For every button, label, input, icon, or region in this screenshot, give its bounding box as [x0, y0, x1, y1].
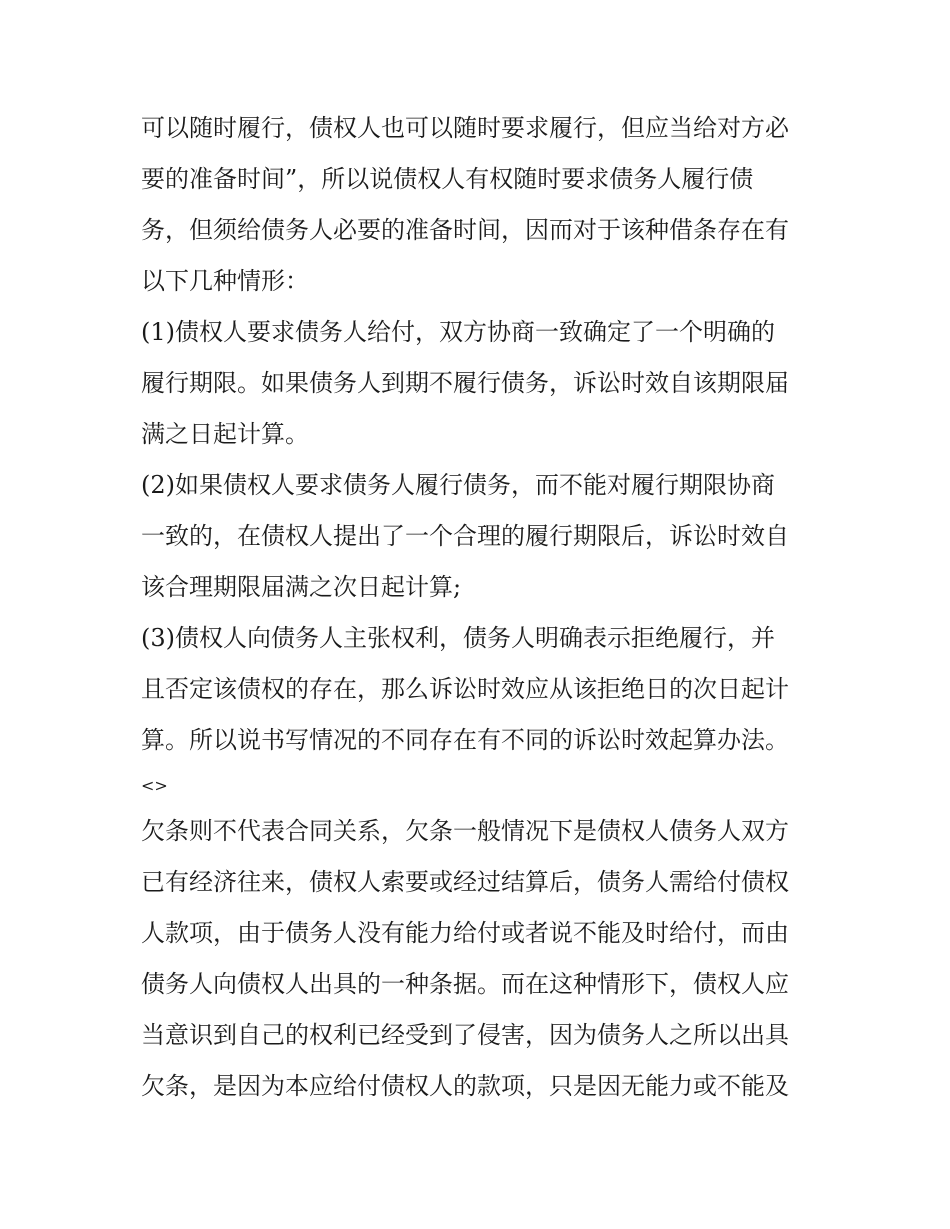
- text-line: 该合理期限届满之次日起计算;: [141, 573, 462, 601]
- text-line: 一致的，在债权人提出了一个合理的履行期限后，诉讼时效自: [141, 522, 789, 550]
- text-line: 要的准备时间”，所以说债权人有权随时要求债务人履行债: [141, 165, 754, 193]
- text-line: 务，但须给债务人必要的准备时间，因而对于该种借条存在有: [141, 216, 789, 244]
- document-body: [141, 103, 821, 1112]
- text-line: 当意识到自己的权利已经受到了侵害，因为债务人之所以出具: [141, 1021, 789, 1049]
- text-line: (2)如果债权人要求债务人履行债务，而不能对履行期限协商: [141, 471, 775, 499]
- text-line: (1)债权人要求债务人给付，双方协商一致确定了一个明确的: [141, 318, 775, 346]
- text-line: 履行期限。如果债务人到期不履行债务，诉讼时效自该期限届: [141, 369, 789, 397]
- text-line: 且否定该债权的存在，那么诉讼时效应从该拒绝日的次日起计: [141, 675, 789, 703]
- text-line: 算。所以说书写情况的不同存在有不同的诉讼时效起算办法。: [141, 726, 789, 754]
- text-line: 满之日起计算。: [141, 420, 309, 448]
- text-line: 人款项，由于债务人没有能力给付或者说不能及时给付，而由: [141, 919, 789, 947]
- text-line: 已有经济往来，债权人索要或经过结算后，债务人需给付债权: [141, 868, 789, 896]
- text-line: 欠条，是因为本应给付债权人的款项，只是因无能力或不能及: [141, 1072, 789, 1100]
- section-marker: <>: [141, 776, 168, 795]
- text-line: 可以随时履行，债权人也可以随时要求履行，但应当给对方必: [141, 114, 789, 142]
- text-line: 欠条则不代表合同关系，欠条一般情况下是债权人债务人双方: [141, 817, 789, 845]
- text-line: (3)债权人向债务人主张权利，债务人明确表示拒绝履行，并: [141, 624, 775, 652]
- text-line: 债务人向债权人出具的一种条据。而在这种情形下，债权人应: [141, 970, 789, 998]
- text-line: 以下几种情形：: [141, 267, 309, 295]
